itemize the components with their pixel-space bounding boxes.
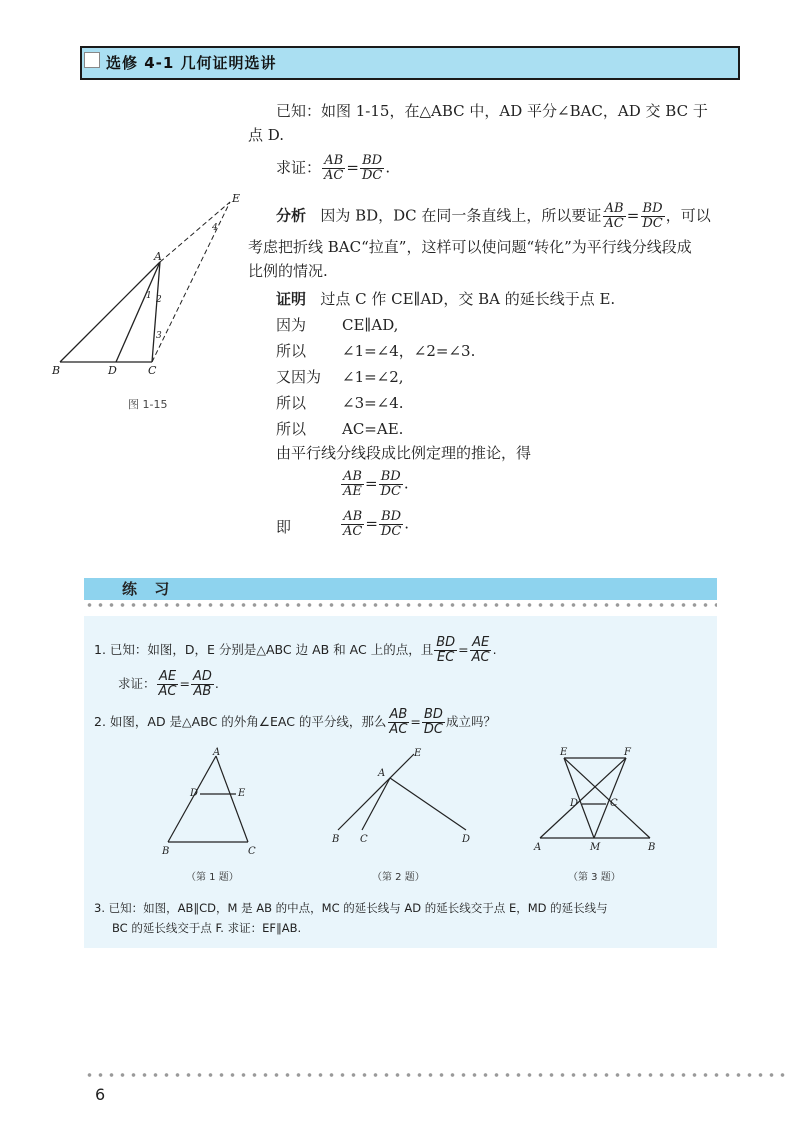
q2-text: 2. 如图，AD 是△ABC 的外角∠EAC 的平分线，那么 xyxy=(94,714,387,729)
fraction-ab-ac xyxy=(602,202,625,231)
q2-text-end: 成立吗？ xyxy=(445,714,496,729)
frac-den: AC xyxy=(604,216,624,231)
frac-num: AD xyxy=(192,669,212,684)
label-d: D xyxy=(570,798,579,809)
exercise-figure-1 xyxy=(160,746,270,858)
label-angle-2: 2 xyxy=(156,295,162,305)
fraction xyxy=(470,636,492,665)
label-angle-1: 1 xyxy=(146,291,152,301)
frac-num: BD xyxy=(436,635,456,650)
fraction xyxy=(157,670,179,699)
prove-label: 求证： xyxy=(276,158,322,177)
line-ce-dashed xyxy=(152,202,230,362)
label-f: F xyxy=(624,747,631,758)
frac-num: AE xyxy=(158,669,177,684)
frac-den: AE xyxy=(343,484,362,499)
fraction-bd-dc xyxy=(640,202,664,231)
frac-num: AB xyxy=(324,153,344,168)
question-3-line-2: BC 的延长线交于点 F. 求证：EF∥AB. xyxy=(112,921,302,935)
proof-step-text: ∠3=∠4. xyxy=(342,394,404,412)
frac-den: DC xyxy=(642,216,663,231)
fraction-bd-dc xyxy=(379,510,403,539)
q1-text: 1. 已知：如图，D，E 分别是△ABC 边 AB 和 AC 上的点，且 xyxy=(94,642,434,657)
exercise-figure-caption: （第 1 题） xyxy=(186,872,239,883)
label-b: B xyxy=(648,842,656,850)
label-c: C xyxy=(248,846,256,857)
proof-step-text: CE∥AD, xyxy=(342,316,399,334)
header-square-icon xyxy=(84,52,100,68)
figure-caption: 图 1-15 xyxy=(128,398,168,411)
frac-den: DC xyxy=(361,168,383,183)
frac-num: AE xyxy=(472,635,490,650)
label-a: A xyxy=(154,250,162,263)
label-angle-4: 4 xyxy=(212,223,218,233)
frac-num: BD xyxy=(423,707,443,722)
equals-sign: = xyxy=(179,676,190,691)
analysis-line-1 xyxy=(276,202,711,231)
frac-num: BD xyxy=(381,509,402,524)
fraction xyxy=(191,670,214,699)
result-ab-ae xyxy=(340,470,409,499)
q1-prove-label: 求证： xyxy=(118,676,156,691)
frac-num: AB xyxy=(604,201,624,216)
theorem-line: 由平行线分线段成比例定理的推论，得 xyxy=(276,444,532,462)
frac-num: BD xyxy=(380,469,401,484)
frac-num: AB xyxy=(343,469,362,484)
frac-den: EC xyxy=(437,650,455,665)
analysis-line-2: 考虑把折线 BAC“拉直”，这样可以使问题“转化”为平行线分线段成 xyxy=(248,238,692,256)
frac-num: BD xyxy=(362,153,383,168)
label-a: A xyxy=(213,747,221,758)
line-eb xyxy=(338,754,414,830)
figure-1-15 xyxy=(40,190,260,390)
frac-den: AC xyxy=(343,524,363,539)
line-ae-dashed xyxy=(160,202,230,262)
exercise-figure-2 xyxy=(326,746,476,850)
given-line-2: 点 D. xyxy=(248,126,285,144)
analysis-line-3: 比例的情况. xyxy=(248,262,328,280)
prove-statement xyxy=(276,154,390,183)
period: . xyxy=(492,642,497,657)
line-ac xyxy=(362,778,390,830)
proof-step-label: 所以 xyxy=(276,342,307,360)
label-b: B xyxy=(162,846,170,857)
period: . xyxy=(404,514,410,533)
footer-dotted-divider xyxy=(84,1072,790,1078)
equals-sign: = xyxy=(410,714,421,729)
frac-num: AB xyxy=(343,509,363,524)
frac-num: AB xyxy=(389,707,408,722)
frac-den: DC xyxy=(423,722,443,737)
analysis-text-b: ，可以 xyxy=(665,206,711,225)
period: . xyxy=(385,158,391,177)
exercise-figure-caption: （第 3 题） xyxy=(568,872,621,883)
frac-den: AC xyxy=(324,168,344,183)
exercise-title: 练 习 xyxy=(122,580,176,598)
chapter-title: 选修 4-1 几何证明选讲 xyxy=(106,54,277,72)
frac-den: AC xyxy=(389,722,408,737)
label-c: C xyxy=(360,834,368,845)
proof-step-label: 又因为 xyxy=(276,368,322,386)
fraction-ab-ae xyxy=(341,470,364,499)
label-e: E xyxy=(560,747,568,758)
fraction-ab-ac xyxy=(322,154,345,183)
fraction xyxy=(434,636,457,665)
page-number: 6 xyxy=(95,1085,106,1104)
fraction-bd-dc xyxy=(360,154,384,183)
label-b: B xyxy=(52,364,61,377)
frac-den: DC xyxy=(380,524,402,539)
line-ab xyxy=(168,756,216,842)
fraction-bd-dc xyxy=(379,470,403,499)
result-ab-ac xyxy=(340,510,409,539)
question-1-prove xyxy=(118,670,219,699)
proof-step-label: 因为 xyxy=(276,316,307,334)
label-c: C xyxy=(148,364,157,377)
label-e: E xyxy=(238,788,246,799)
proof-step-label: 所以 xyxy=(276,394,307,412)
equals-sign: = xyxy=(346,158,359,177)
label-a: A xyxy=(534,842,542,850)
therefore-label: 即 xyxy=(276,518,292,536)
label-e: E xyxy=(414,748,422,759)
proof-step-text: AC=AE. xyxy=(342,420,404,438)
proof-text: 过点 C 作 CE∥AD，交 BA 的延长线于点 E. xyxy=(320,290,616,308)
question-3-line-1: 3. 已知：如图，AB∥CD，M 是 AB 的中点，MC 的延长线与 AD 的延长线交于点 E，MD 的延长线与 xyxy=(94,901,608,915)
question-2 xyxy=(94,708,496,737)
exercise-title-bar xyxy=(84,578,717,600)
equals-sign: = xyxy=(364,474,378,493)
fraction xyxy=(422,708,445,737)
line-ad xyxy=(390,778,466,830)
period: . xyxy=(403,474,409,493)
dotted-divider xyxy=(84,602,717,608)
label-b: B xyxy=(332,834,340,845)
proof-step-text: ∠1=∠4，∠2=∠3. xyxy=(342,342,476,360)
given-line-1: 已知：如图 1-15，在△ABC 中，AD 平分∠BAC，AD 交 BC 于 xyxy=(276,102,708,120)
label-c: C xyxy=(610,798,618,809)
label-a: A xyxy=(378,768,386,779)
analysis-text-a: 因为 BD，DC 在同一条直线上，所以要证 xyxy=(320,206,602,225)
equals-sign: = xyxy=(458,642,469,657)
label-angle-3: 3 xyxy=(156,331,162,341)
fraction xyxy=(387,708,409,737)
frac-den: DC xyxy=(380,484,401,499)
label-d: D xyxy=(190,788,199,799)
frac-num: BD xyxy=(642,201,663,216)
question-1 xyxy=(94,636,497,665)
label-e: E xyxy=(232,192,241,205)
analysis-label: 分析 xyxy=(276,206,307,225)
exercise-figure-caption: （第 2 题） xyxy=(372,872,425,883)
label-d: D xyxy=(462,834,471,845)
proof-label: 证明 xyxy=(276,290,307,308)
proof-step-label: 所以 xyxy=(276,420,307,438)
line-me xyxy=(564,758,594,838)
frac-den: AC xyxy=(471,650,490,665)
line-ba xyxy=(60,262,160,362)
period: . xyxy=(214,676,219,691)
exercise-figure-3 xyxy=(530,746,660,850)
label-m: M xyxy=(590,842,601,850)
line-ac xyxy=(216,756,248,842)
equals-sign: = xyxy=(365,514,378,533)
label-d: D xyxy=(108,364,117,377)
proof-step-text: ∠1=∠2, xyxy=(342,368,404,386)
frac-den: AB xyxy=(193,684,212,699)
fraction-ab-ac xyxy=(341,510,364,539)
equals-sign: = xyxy=(626,206,640,225)
frac-den: AC xyxy=(158,684,177,699)
proof-line-1 xyxy=(276,288,615,310)
